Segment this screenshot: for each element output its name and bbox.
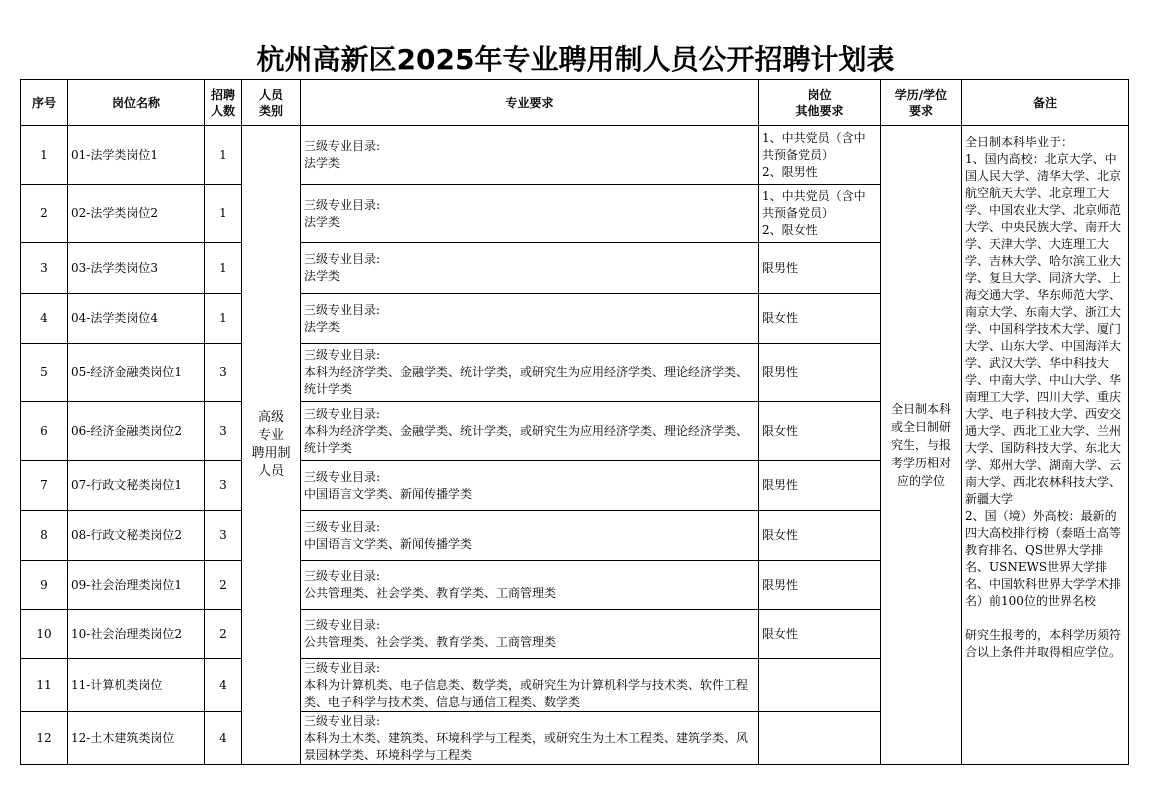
cell-seq: 12 bbox=[21, 712, 68, 765]
cell-other: 限女性 bbox=[759, 610, 881, 659]
cell-count: 3 bbox=[205, 402, 242, 461]
cell-seq: 8 bbox=[21, 511, 68, 561]
cell-name: 03-法学类岗位3 bbox=[68, 243, 205, 294]
cell-major: 三级专业目录: 法学类 bbox=[301, 126, 759, 185]
header-major: 专业要求 bbox=[301, 80, 759, 126]
cell-other: 限男性 bbox=[759, 561, 881, 610]
header-row bbox=[21, 80, 1129, 126]
cell-other: 1、中共党员（含中共预备党员） 2、限女性 bbox=[759, 185, 881, 243]
cell-other: 限男性 bbox=[759, 344, 881, 402]
cell-count: 3 bbox=[205, 344, 242, 402]
cell-major: 三级专业目录: 公共管理类、社会学类、教育学类、工商管理类 bbox=[301, 610, 759, 659]
recruitment-table bbox=[20, 79, 1129, 765]
cell-major: 三级专业目录: 本科为经济学类、金融学类、统计学类，或研究生为应用经济学类、理论经济学类、统计学类 bbox=[301, 344, 759, 402]
page-title: 杭州高新区2025年专业聘用制人员公开招聘计划表 bbox=[256, 43, 895, 76]
cell-name: 04-法学类岗位4 bbox=[68, 294, 205, 344]
cell-count: 2 bbox=[205, 561, 242, 610]
cell-seq: 1 bbox=[21, 126, 68, 185]
cell-type: 高级 专业 聘用制 人员 bbox=[242, 126, 301, 765]
cell-major: 三级专业目录: 法学类 bbox=[301, 294, 759, 344]
cell-other: 1、中共党员（含中共预备党员） 2、限男性 bbox=[759, 126, 881, 185]
cell-major: 三级专业目录: 中国语言文学类、新闻传播学类 bbox=[301, 511, 759, 561]
cell-seq: 9 bbox=[21, 561, 68, 610]
cell-major: 三级专业目录: 法学类 bbox=[301, 185, 759, 243]
cell-count: 3 bbox=[205, 511, 242, 561]
cell-other: 限女性 bbox=[759, 511, 881, 561]
header-edu: 学历/学位 要求 bbox=[881, 80, 962, 126]
cell-name: 01-法学类岗位1 bbox=[68, 126, 205, 185]
cell-other: 限女性 bbox=[759, 402, 881, 461]
cell-other: 限男性 bbox=[759, 461, 881, 511]
cell-major: 三级专业目录: 本科为计算机类、电子信息类、数学类，或研究生为计算机科学与技术类、软件工程类、电子科学与技术类、信息与通信工程类、数学类 bbox=[301, 659, 759, 712]
cell-edu: 全日制本科 或全日制研 究生，与报 考学历相对 应的学位 bbox=[881, 126, 962, 765]
cell-seq: 3 bbox=[21, 243, 68, 294]
cell-name: 06-经济金融类岗位2 bbox=[68, 402, 205, 461]
header-seq: 序号 bbox=[21, 80, 68, 126]
cell-seq: 4 bbox=[21, 294, 68, 344]
cell-count: 3 bbox=[205, 461, 242, 511]
cell-count: 4 bbox=[205, 659, 242, 712]
cell-major: 三级专业目录: 公共管理类、社会学类、教育学类、工商管理类 bbox=[301, 561, 759, 610]
header-type: 人员 类别 bbox=[242, 80, 301, 126]
header-name: 岗位名称 bbox=[68, 80, 205, 126]
cell-seq: 2 bbox=[21, 185, 68, 243]
cell-count: 4 bbox=[205, 712, 242, 765]
cell-count: 2 bbox=[205, 610, 242, 659]
cell-other bbox=[759, 659, 881, 712]
cell-name: 11-计算机类岗位 bbox=[68, 659, 205, 712]
cell-other: 限女性 bbox=[759, 294, 881, 344]
table-row bbox=[21, 126, 1129, 185]
cell-major: 三级专业目录: 法学类 bbox=[301, 243, 759, 294]
cell-note: 全日制本科毕业于： 1、国内高校：北京大学、中国人民大学、清华大学、北京航空航天大学、北京理工大学、中国农业大学、北京师范大学、中央民族大学、南开大学、天津大学、大连理工大学、吉林大学、哈尔滨工业大学、复旦大学、同济大学、上海交通大学、华东师范大学、南京大学、东南大学、浙江大学、中国科学技术大学、厦门大学、山东大学、中国海洋大学、武汉大学、华中科技大学、中南大学、中山大学、华南理工大学、四川大学、重庆大学、电子科技大学、西安交通大学、西北工业大学、兰州大学、国防科技大学、东北大学、郑州大学、湖南大学、云南大学、西北农林科技大学、新疆大学 2、国（境）外高校：最新的四大高校排行榜（泰晤士高等教育排名、QS世界大学排名、USNEWS世界大学排名、中国软科世界大学学术排名）前100位的世界名校 研究生报考的，本科学历须符合以上条件并取得相应学位。 bbox=[962, 126, 1129, 765]
cell-major: 三级专业目录: 中国语言文学类、新闻传播学类 bbox=[301, 461, 759, 511]
cell-count: 1 bbox=[205, 185, 242, 243]
cell-name: 08-行政文秘类岗位2 bbox=[68, 511, 205, 561]
cell-major: 三级专业目录: 本科为土木类、建筑类、环境科学与工程类，或研究生为土木工程类、建筑学类、风景园林学类、环境科学与工程类 bbox=[301, 712, 759, 765]
cell-other: 限男性 bbox=[759, 243, 881, 294]
cell-seq: 7 bbox=[21, 461, 68, 511]
header-count: 招聘 人数 bbox=[205, 80, 242, 126]
cell-name: 10-社会治理类岗位2 bbox=[68, 610, 205, 659]
cell-seq: 11 bbox=[21, 659, 68, 712]
cell-count: 1 bbox=[205, 126, 242, 185]
cell-name: 02-法学类岗位2 bbox=[68, 185, 205, 243]
cell-name: 12-土木建筑类岗位 bbox=[68, 712, 205, 765]
header-note: 备注 bbox=[962, 80, 1129, 126]
cell-count: 1 bbox=[205, 294, 242, 344]
cell-name: 09-社会治理类岗位1 bbox=[68, 561, 205, 610]
cell-count: 1 bbox=[205, 243, 242, 294]
cell-seq: 5 bbox=[21, 344, 68, 402]
cell-name: 07-行政文秘类岗位1 bbox=[68, 461, 205, 511]
cell-seq: 10 bbox=[21, 610, 68, 659]
cell-other bbox=[759, 712, 881, 765]
header-other: 岗位 其他要求 bbox=[759, 80, 881, 126]
cell-major: 三级专业目录: 本科为经济学类、金融学类、统计学类，或研究生为应用经济学类、理论经济学类、统计学类 bbox=[301, 402, 759, 461]
cell-seq: 6 bbox=[21, 402, 68, 461]
cell-name: 05-经济金融类岗位1 bbox=[68, 344, 205, 402]
